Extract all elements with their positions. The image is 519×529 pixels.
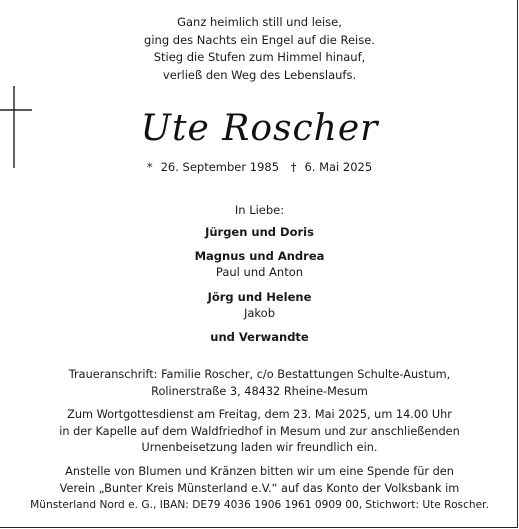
birth-symbol: *: [146, 160, 153, 174]
donation-line: Verein „Bunter Kreis Münsterland e.V.“ auf das Konto der Volksbank im: [59, 481, 460, 495]
family-line: Jürgen und Doris: [205, 225, 314, 239]
poem-line: Stieg die Stufen zum Himmel hinauf,: [153, 50, 366, 64]
family-line: Magnus und Andrea: [194, 249, 325, 263]
death-symbol: †: [290, 160, 297, 174]
poem-line: ging des Nachts ein Engel auf die Reise.: [144, 32, 375, 47]
poem: [0, 14, 519, 84]
address-block: [0, 367, 519, 400]
death-date: 6. Mai 2025: [304, 160, 373, 174]
poem-line: verließ den Weg des Lebenslaufs.: [162, 67, 357, 82]
donation-line: Münsterland Nord e. G., IBAN: DE79 4036 1906 1961 0909 00, Stichwort: Ute Roscher.: [30, 499, 489, 511]
poem-line: Ganz heimlich still und leise,: [177, 15, 342, 29]
family-line: Jakob: [243, 306, 276, 320]
family-intro: In Liebe:: [234, 203, 285, 217]
family-line: Jörg und Helene: [207, 290, 312, 304]
life-dates: [0, 160, 519, 174]
family-line: und Verwandte: [210, 330, 309, 344]
service-line: Urnenbeisetzung laden wir freundlich ein.: [141, 441, 378, 454]
address-line: Rolinerstraße 3, 48432 Rheine-Mesum: [151, 384, 368, 398]
donation-block: [0, 464, 519, 514]
service-line: Zum Wortgottesdienst am Freitag, dem 23. Mai 2025, um 14.00 Uhr: [67, 408, 452, 421]
donation-line: Anstelle von Blumen und Kränzen bitten wir um eine Spende für den: [65, 465, 454, 478]
deceased-name: Ute Roscher: [140, 108, 379, 149]
address-line: Traueranschrift: Familie Roscher, c/o Bestattungen Schulte-Austum,: [68, 368, 451, 381]
family-line: Paul und Anton: [215, 265, 304, 279]
birth-date: 26. September 1985: [160, 160, 280, 174]
service-line: in der Kapelle auf dem Waldfriedhof in Mesum und zur anschließenden: [59, 424, 460, 438]
service-block: [0, 407, 519, 457]
